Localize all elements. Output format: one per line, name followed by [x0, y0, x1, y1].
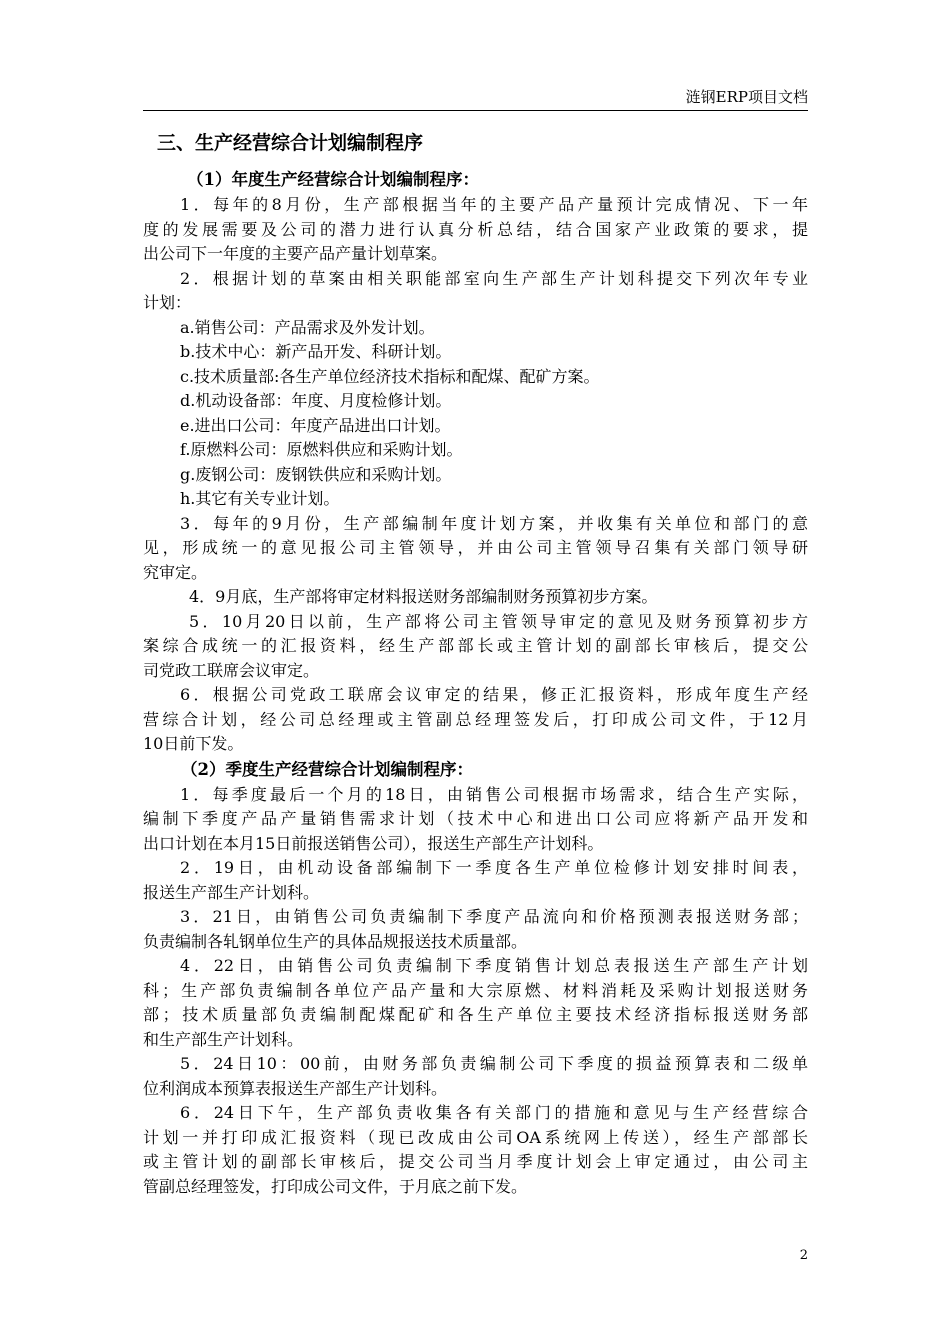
paragraph-line: 5．24日10：00前，由财务部负责编制公司下季度的损益预算表和二级单: [180, 1054, 808, 1073]
paragraph-line: 究审定。: [143, 562, 208, 582]
paragraph-line: 6．根据公司党政工联席会议审定的结果，修正汇报资料，形成年度生产经: [180, 685, 808, 704]
document-header-title: 涟钢ERP项目文档: [685, 88, 808, 106]
paragraph-line: 计划一并打印成汇报资料（现已改成由公司OA系统网上传送），经生产部部长: [143, 1127, 808, 1147]
paragraph-line: 负责编制各轧钢单位生产的具体品规报送技术质量部。: [143, 931, 528, 951]
paragraph-line: 5．10月20日以前，生产部将公司主管领导审定的意见及财务预算初步方: [189, 611, 808, 631]
paragraph-line: 1．每季度最后一个月的18日，由销售公司根据市场需求，结合生产实际，: [180, 784, 808, 804]
list-item: e.进出口公司：年度产品进出口计划。: [180, 415, 451, 435]
paragraph-line: 计划：: [143, 293, 192, 312]
paragraph-line: 度的发展需要及公司的潜力进行认真分析总结，结合国家产业政策的要求，提: [143, 219, 808, 239]
list-item: f.原燃料公司：原燃料供应和采购计划。: [180, 440, 463, 459]
paragraph-line: 3．每年的9月份，生产部编制年度计划方案，并收集有关单位和部门的意: [180, 513, 808, 533]
paragraph-line: 3．21日，由销售公司负责编制下季度产品流向和价格预测表报送财务部；: [180, 907, 808, 926]
paragraph-line: 科；生产部负责编制各单位产品产量和大宗原燃、材料消耗及采购计划报送财务: [143, 980, 808, 1000]
header-divider: [143, 110, 808, 111]
paragraph-line: 6．24日下午，生产部负责收集各有关部门的措施和意见与生产经营综合: [180, 1103, 808, 1122]
paragraph-line: 位利润成本预算表报送生产部生产计划科。: [143, 1078, 448, 1098]
paragraph-line: 报送生产部生产计划科。: [143, 882, 320, 902]
list-item: a.销售公司：产品需求及外发计划。: [180, 317, 435, 337]
paragraph-line: 1．每年的8月份，生产部根据当年的主要产品产量预计完成情况、下一年: [180, 195, 808, 214]
document-body: [143, 128, 808, 1199]
subsection-heading-quarterly: （2）季度生产经营综合计划编制程序：: [181, 759, 473, 779]
paragraph-line: 和生产部生产计划科。: [143, 1029, 304, 1049]
paragraph-line: 2．根据计划的草案由相关职能部室向生产部生产计划科提交下列次年专业: [180, 268, 808, 288]
paragraph-line: 出公司下一年度的主要产品产量计划草案。: [143, 244, 448, 263]
paragraph-line: 见，形成统一的意见报公司主管领导，并由公司主管领导召集有关部门领导研: [143, 538, 808, 557]
paragraph-line: 管副总经理签发，打印成公司文件，于月底之前下发。: [143, 1176, 528, 1196]
paragraph-line: 4．22日，由销售公司负责编制下季度销售计划总表报送生产部生产计划: [180, 956, 808, 975]
paragraph-line: 10日前下发。: [143, 734, 244, 753]
list-item: d.机动设备部：年度、月度检修计划。: [180, 391, 452, 410]
paragraph-line: 4．9月底，生产部将审定材料报送财务部编制财务预算初步方案。: [189, 587, 658, 606]
section-title: 三、生产经营综合计划编制程序: [157, 132, 424, 154]
paragraph-line: 或主管计划的副部长审核后，提交公司当月季度计划会上审定通过，由公司主: [143, 1152, 808, 1171]
paragraph-line: 案综合成统一的汇报资料，经生产部部长或主管计划的副部长审核后，提交公: [143, 636, 808, 655]
paragraph-line: 出口计划在本月15日前报送销售公司），报送生产部生产计划科。: [143, 833, 604, 853]
list-item: c.技术质量部:各生产单位经济技术指标和配煤、配矿方案。: [180, 366, 600, 386]
list-item: b.技术中心：新产品开发、科研计划。: [180, 342, 452, 361]
paragraph-line: 2．19日，由机动设备部编制下一季度各生产单位检修计划安排时间表，: [180, 858, 808, 877]
paragraph-line: 部；技术质量部负责编制配煤配矿和各生产单位主要技术经济指标报送财务部: [143, 1005, 808, 1024]
paragraph-line: 编制下季度产品产量销售需求计划（技术中心和进出口公司应将新产品开发和: [143, 809, 808, 828]
paragraph-line: 司党政工联席会议审定。: [143, 660, 320, 680]
list-item: h.其它有关专业计划。: [180, 489, 340, 508]
page-number: 2: [799, 1248, 808, 1263]
paragraph-line: 营综合计划，经公司总经理或主管副总经理签发后，打印成公司文件，于12月: [143, 709, 808, 729]
list-item: g.废钢公司：废钢铁供应和采购计划。: [180, 464, 452, 484]
subsection-heading-annual: （1）年度生产经营综合计划编制程序：: [187, 170, 479, 189]
